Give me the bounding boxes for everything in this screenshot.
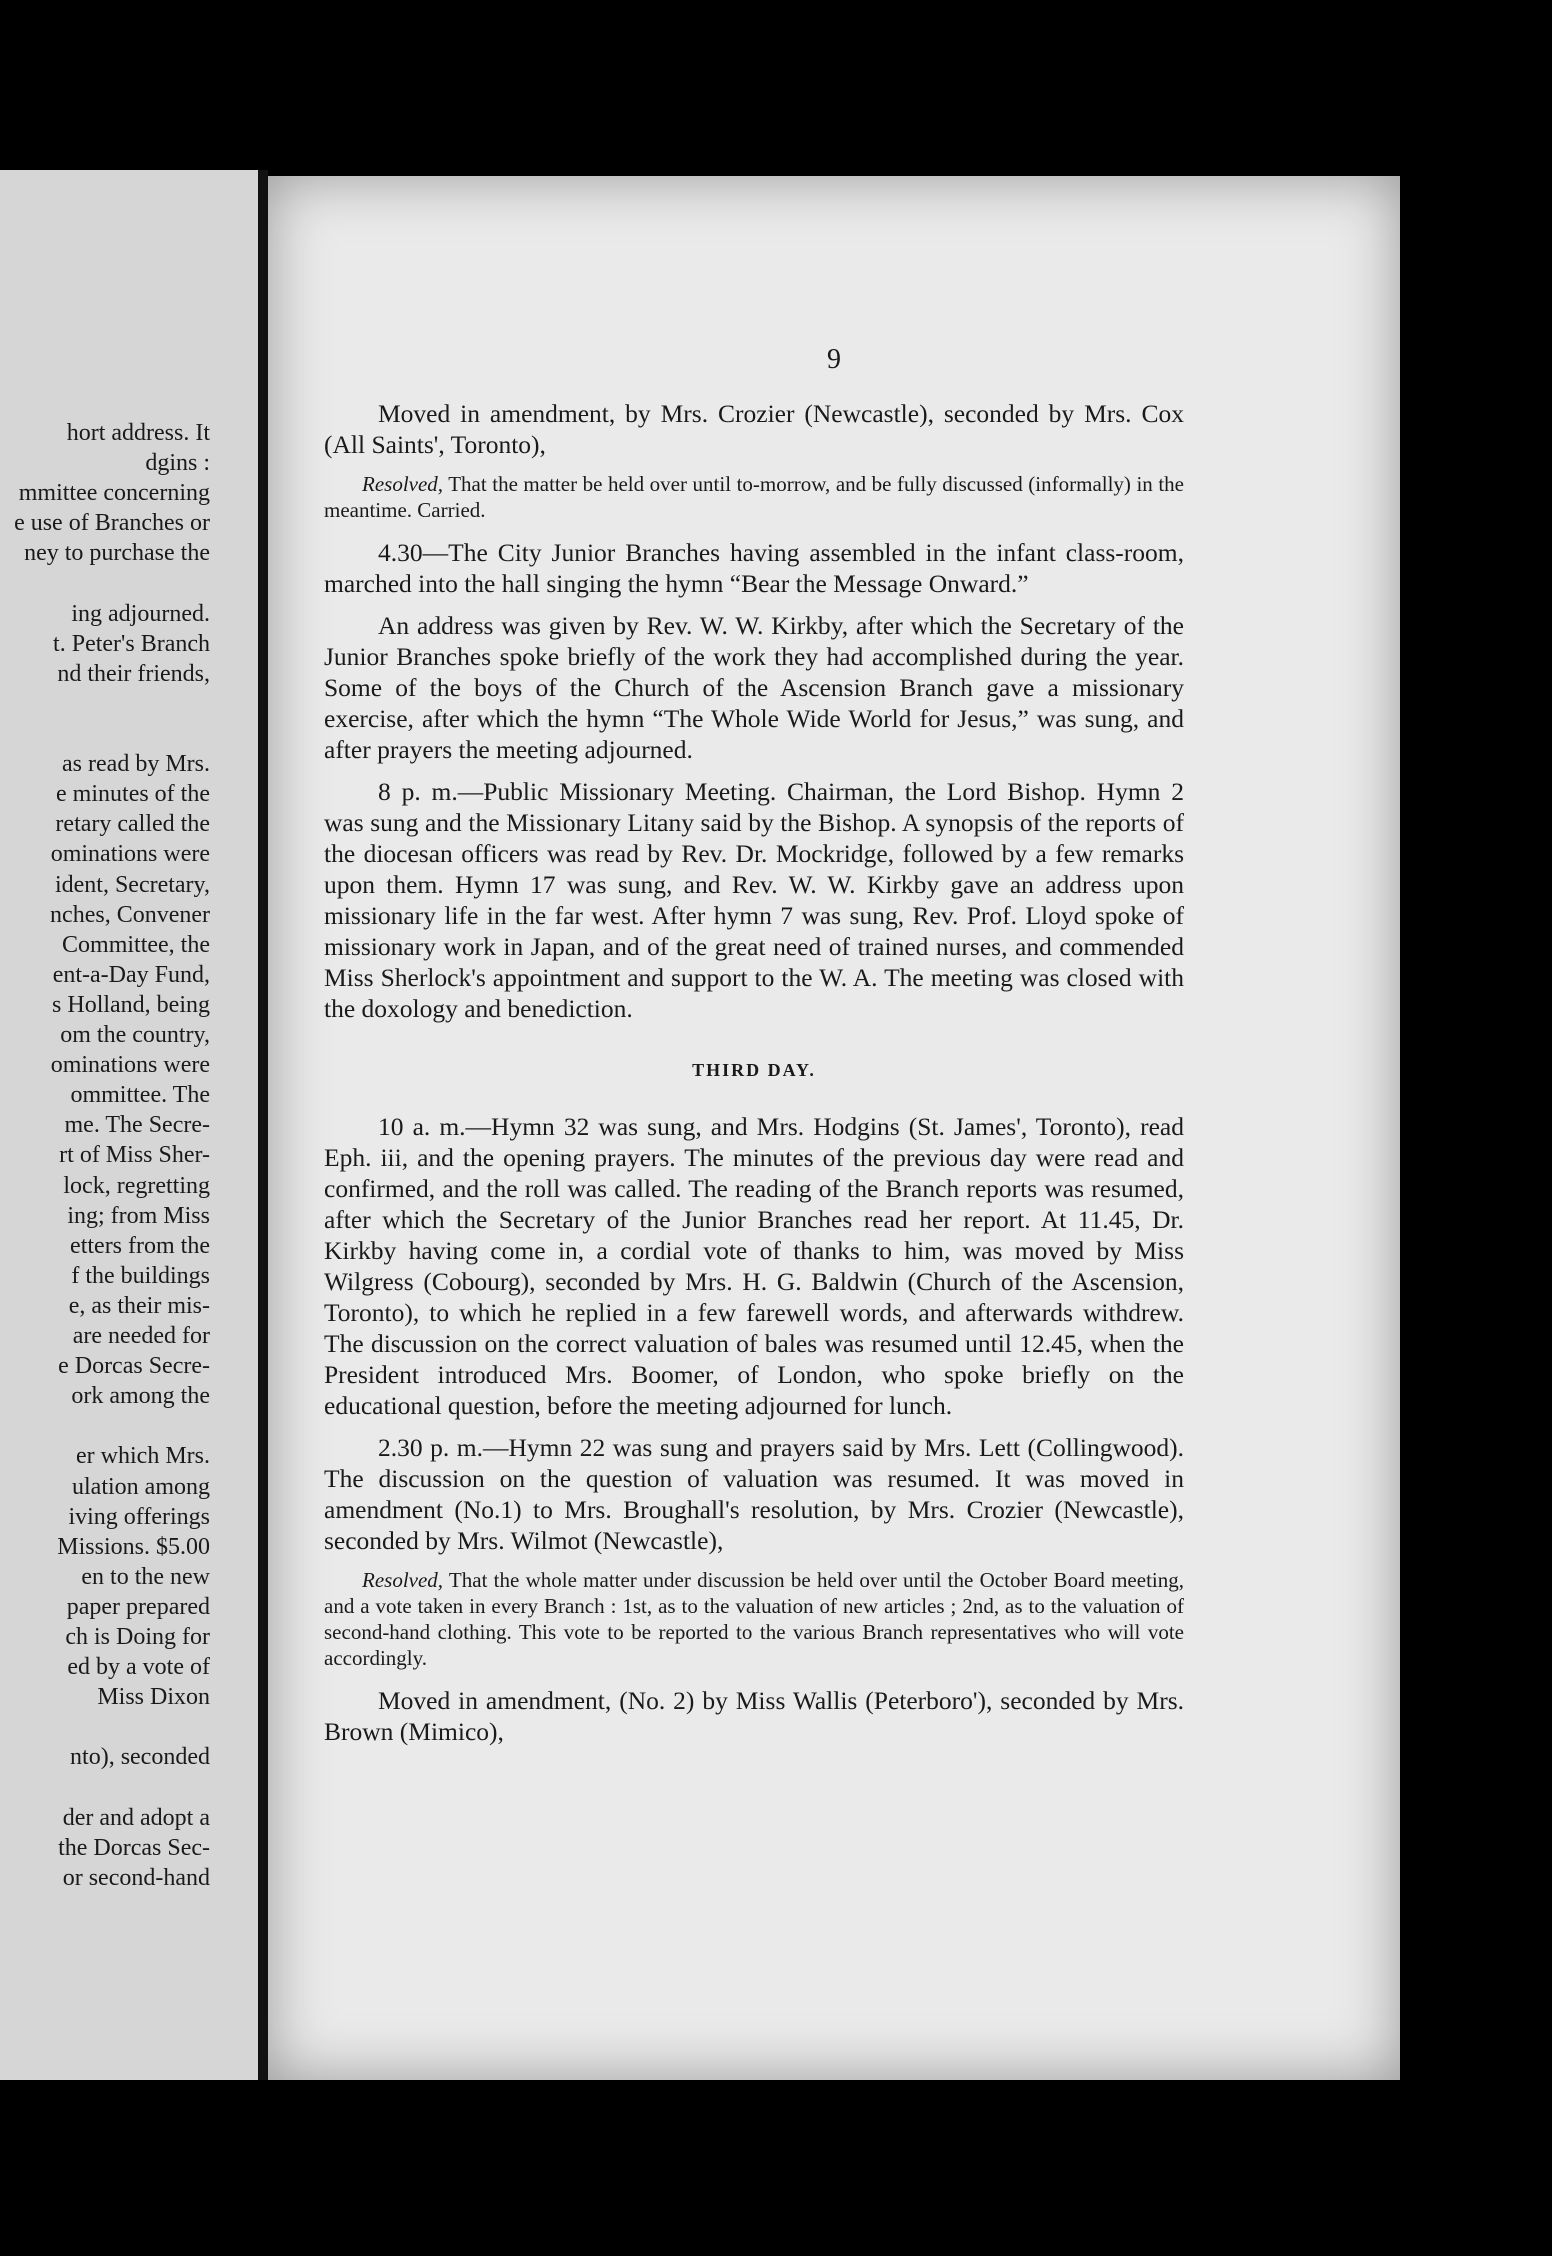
body-paragraph: Moved in amendment, by Mrs. Crozier (Newcastle), seconded by Mrs. Cox (All Saints', Toronto),: [324, 399, 1184, 459]
page-content: [324, 398, 1184, 1758]
body-paragraph: 2.30 p. m.—Hymn 22 was sung and prayers said by Mrs. Lett (Collingwood). The discussion on the question of valuation was resumed. It was moved in amendment (No.1) to Mrs. Broughall's resolution, by Mrs. Crozier (Newcastle), seconded by Mrs. Wilmot (Newcastle),: [324, 1433, 1184, 1555]
left-page-line: ominations were: [50, 1052, 210, 1079]
left-page-line: nches, Convener: [50, 901, 210, 928]
left-page-line: e Dorcas Secre-: [58, 1353, 210, 1380]
left-page-line: f the buildings: [71, 1262, 210, 1289]
left-page-line: e, as their mis-: [68, 1292, 210, 1319]
left-page-line: mmittee concerning: [18, 480, 210, 507]
left-page-line: Miss Dixon: [97, 1684, 210, 1711]
left-page-line: the Dorcas Sec-: [58, 1834, 210, 1861]
left-page-line: hort address. It: [66, 420, 210, 446]
left-page-line: der and adopt a: [62, 1804, 210, 1831]
book-spine: [258, 170, 268, 2080]
left-page-line: Missions. $5.00: [57, 1533, 210, 1560]
resolution-paragraph: [324, 1567, 1184, 1671]
body-paragraph: 10 a. m.—Hymn 32 was sung, and Mrs. Hodgins (St. James', Toronto), read Eph. iii, and the opening prayers. The minutes of the previous day were read and confirmed, and the roll was called. The reading of the Branch reports was resumed, after which the Secretary of the Junior Branches read her report. At 11.45, Dr. Kirkby having come in, a cordial vote of thanks to him, was moved by Miss Wilgress (Cobourg), seconded by Mrs. H. G. Baldwin (Church of the Ascension, Toronto), to which he replied in a few farewell words, and afterwards withdrew. The discussion on the correct valuation of bales was resumed until 12.45, when the President introduced Mrs. Boomer, of London, who spoke briefly on the educational question, before the meeting adjourned for lunch.: [324, 1112, 1184, 1420]
resolution-text: That the matter be held over until to-morrow, and be fully discussed (informally) in the meantime. Carried.: [324, 472, 1184, 522]
left-page-line: ing; from Miss: [67, 1202, 210, 1229]
left-page-line: ed by a vote of: [67, 1654, 210, 1681]
left-page-line: ork among the: [71, 1383, 210, 1410]
body-paragraph: An address was given by Rev. W. W. Kirkby, after which the Secretary of the Junior Branches spoke briefly of the work they had accomplished during the year. Some of the boys of the Church of the Ascension Branch gave a missionary exercise, after which the hymn “The Whole Wide World for Jesus,” was sung, and after prayers the meeting adjourned.: [324, 611, 1184, 764]
left-page-line: ulation among: [72, 1473, 210, 1500]
left-page-line: are needed for: [72, 1323, 210, 1349]
left-page-line: e use of Branches or: [14, 510, 210, 537]
left-page-line: ney to purchase the: [24, 540, 210, 567]
left-page-line: ch is Doing for: [65, 1624, 210, 1650]
left-page-line: t. Peter's Branch: [53, 630, 210, 657]
body-paragraph: 4.30—The City Junior Branches having assembled in the infant class-room, marched into the hall singing the hymn “Bear the Message Onward.”: [324, 538, 1184, 598]
left-page-line: lock, regretting: [63, 1172, 210, 1199]
body-paragraph: 8 p. m.—Public Missionary Meeting. Chairman, the Lord Bishop. Hymn 2 was sung and the Missionary Litany said by the Bishop. A synopsis of the reports of the diocesan officers was read by Rev. Dr. Mockridge, followed by a few remarks upon them. Hymn 17 was sung, and Rev. W. W. Kirkby gave an address upon missionary life in the far west. After hymn 7 was sung, Rev. Prof. Lloyd spoke of missionary work in Japan, and of the great need of trained nurses, and commended Miss Sherlock's appointment and support to the W. A. The meeting was closed with the doxology and benediction.: [324, 777, 1184, 1023]
left-page-line: s Holland, being: [52, 991, 210, 1018]
left-page-line: paper prepared: [66, 1593, 210, 1620]
resolution-paragraph: [324, 471, 1184, 523]
left-page-line: om the country,: [60, 1022, 210, 1048]
left-page-line: or second-hand: [62, 1864, 210, 1891]
section-heading: THIRD DAY.: [692, 1060, 816, 1080]
left-page-line: dgins :: [145, 450, 210, 477]
left-page-line: ominations were: [50, 841, 210, 868]
resolved-label: Resolved,: [362, 1568, 444, 1592]
left-page-line: er which Mrs.: [76, 1443, 210, 1470]
left-page-line: en to the new: [81, 1563, 210, 1590]
resolution-text: That the whole matter under discussion be held over until the October Board meeting, and a vote taken in every Branch : 1st, as to the valuation of new articles ; 2nd, as to the valuation of second-hand clothing. This vote to be reported to the various Branch representatives who will vote accordingly.: [324, 1568, 1184, 1670]
left-page-line: iving offerings: [68, 1503, 210, 1530]
left-page-line: etters from the: [70, 1232, 210, 1259]
page-number: 9: [827, 344, 841, 375]
left-page-line: ommittee. The: [70, 1082, 210, 1109]
left-page-line: Committee, the: [62, 931, 210, 958]
left-page-line: nd their friends,: [57, 660, 210, 687]
body-paragraph: Moved in amendment, (No. 2) by Miss Wallis (Peterboro'), seconded by Mrs. Brown (Mimico),: [324, 1686, 1184, 1746]
left-page-line: nto), seconded: [70, 1744, 210, 1771]
left-page-line: ent-a-Day Fund,: [52, 961, 210, 988]
left-page-line: as read by Mrs.: [62, 751, 210, 778]
left-page-line: me. The Secre-: [64, 1112, 210, 1139]
left-page-line: ing adjourned.: [71, 600, 210, 627]
left-page-fragment: [0, 170, 258, 2080]
left-page-line: rt of Miss Sher-: [59, 1142, 210, 1169]
left-page-line: e minutes of the: [56, 781, 210, 808]
resolved-label: Resolved,: [362, 472, 444, 496]
left-page-line: retary called the: [55, 811, 210, 838]
left-page-line: ident, Secretary,: [54, 871, 210, 898]
right-page: [268, 176, 1400, 2080]
